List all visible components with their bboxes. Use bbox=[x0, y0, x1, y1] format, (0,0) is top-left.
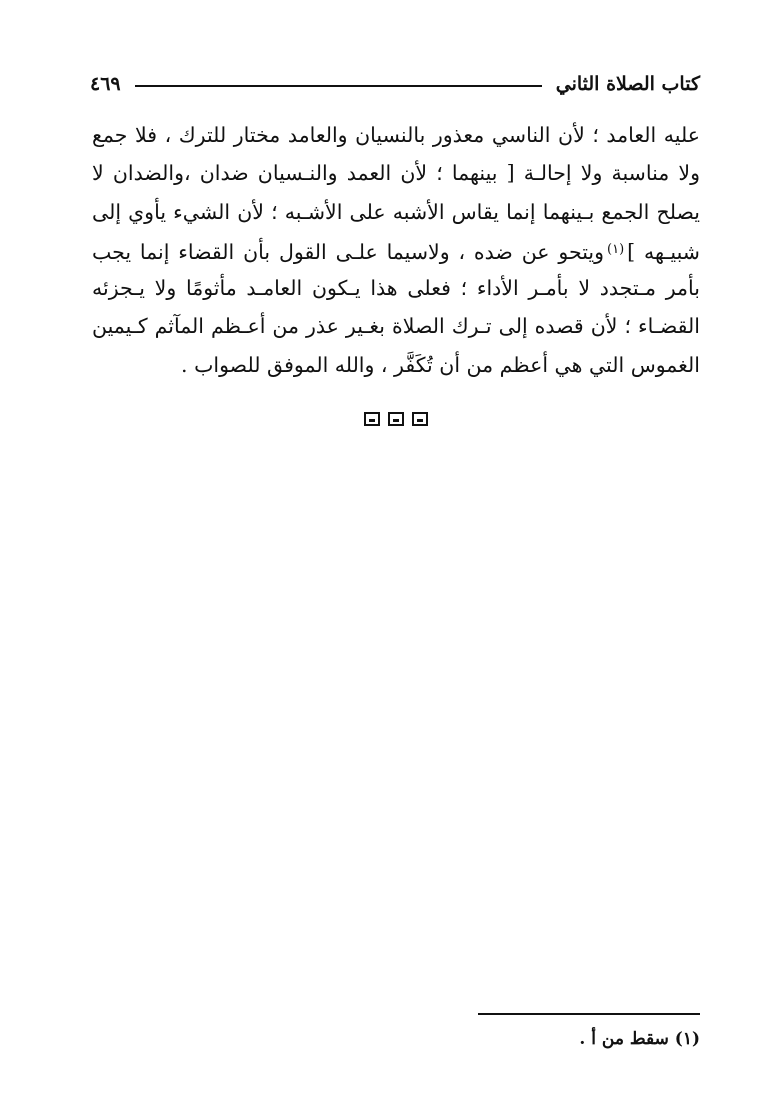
text-line-1: عليه العامد ؛ لأن الناسي معذور بالنسيان والعامد مختار للترك ، فلا جمع bbox=[92, 123, 700, 147]
text-line-3: يصلح الجمع بـينهما إنما يقاس الأشبه على الأشـبه ؛ لأن الشيء يأوي إلى bbox=[92, 199, 700, 224]
ornament-square-icon bbox=[388, 412, 404, 426]
footnote-separator bbox=[478, 1013, 700, 1015]
text-line-2: ولا مناسبة ولا إحالـة [ بينهما ؛ لأن العمد والنـسيان ضدان ،والضدان لا bbox=[92, 161, 700, 186]
text-line-6: القضـاء ؛ لأن قصده إلى تـرك الصلاة بغـير عذر من أعـظم المآثم كـيمين bbox=[92, 314, 700, 339]
footnote: (١) سقط من أ . bbox=[579, 1029, 700, 1049]
footnote-reference: (١) bbox=[607, 241, 625, 257]
text-line-4-start: شبيـهه ] bbox=[627, 239, 700, 264]
page-number: ٤٦٩ bbox=[90, 73, 121, 95]
ornament-square-icon bbox=[412, 412, 428, 426]
header-rule bbox=[135, 85, 542, 87]
page-header bbox=[90, 66, 700, 102]
text-line-7: الغموس التي هي أعظم من أن تُكَفَّر ، والله الموفق للصواب . bbox=[181, 352, 700, 377]
section-end-ornament bbox=[364, 412, 428, 432]
text-line-4-rest: ويتحو عن ضده ، ولاسيما علـى القول بأن القضاء إنما يجب bbox=[92, 239, 604, 264]
text-line-4 bbox=[92, 231, 700, 269]
running-title: كتاب الصلاة الثاني bbox=[555, 73, 700, 95]
main-text bbox=[92, 116, 700, 384]
text-line-5: بأمر مـتجدد لا بأمـر الأداء ؛ فعلى هذا يـكون العامـد مأثومًا ولا يـجزئه bbox=[92, 276, 700, 301]
ornament-square-icon bbox=[364, 412, 380, 426]
